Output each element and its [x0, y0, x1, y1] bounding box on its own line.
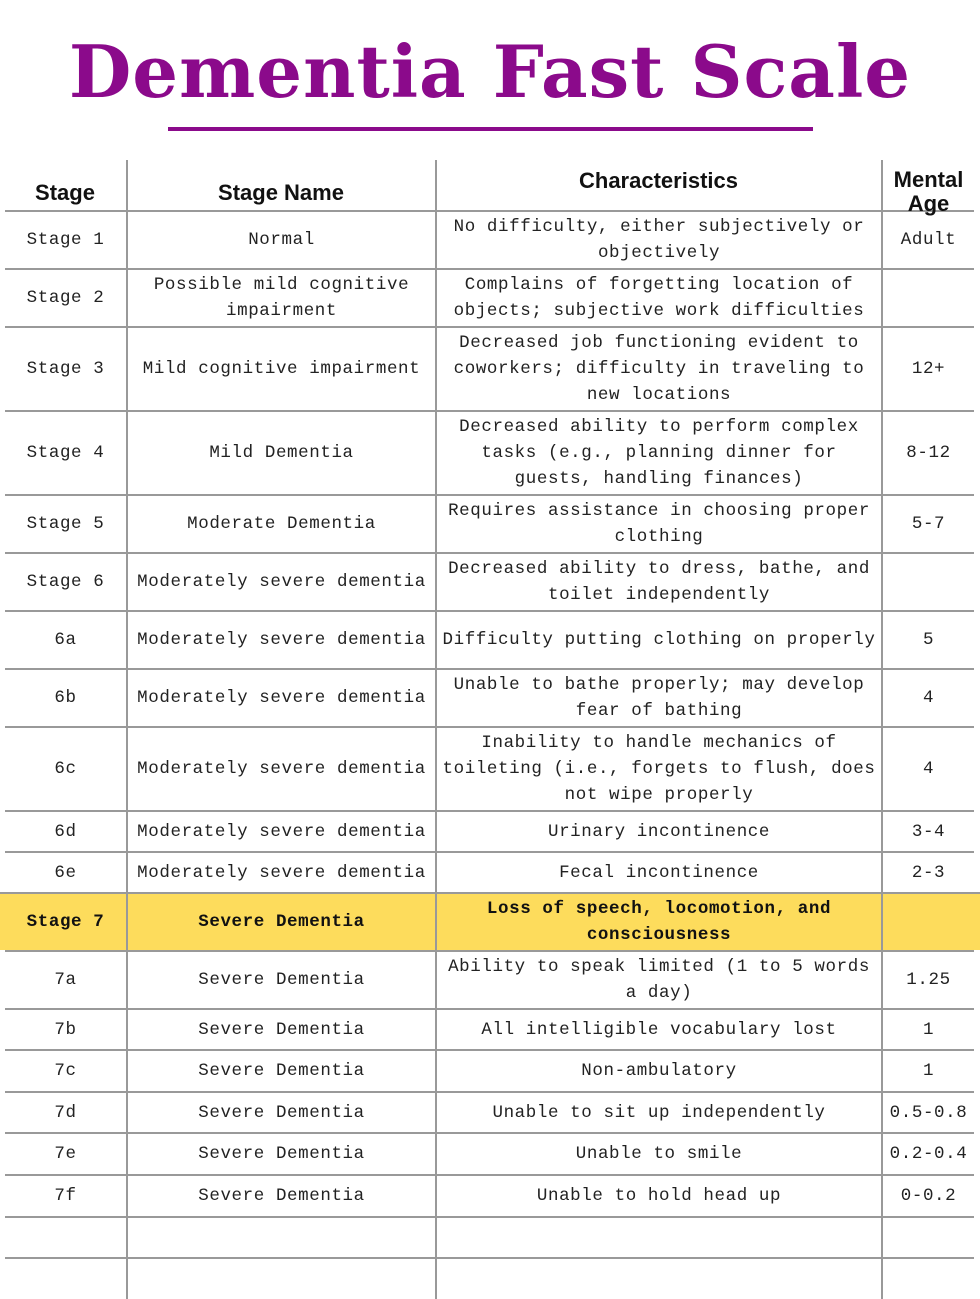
stage-name-cell: Severe Dementia	[126, 1093, 435, 1132]
characteristics-cell: Requires assistance in choosing proper clothing	[435, 496, 881, 552]
mental-age-cell: 1.25	[881, 952, 974, 1008]
table-row	[5, 494, 974, 552]
stage-cell: 6a	[54, 630, 77, 650]
stage-cell: 6e	[54, 862, 77, 883]
stage-cell: Stage 1	[26, 230, 105, 250]
table-body	[5, 210, 974, 1299]
title-underline	[168, 127, 813, 131]
table-row	[5, 1091, 974, 1132]
mental-age-cell: 4	[881, 728, 974, 810]
mental-age-cell	[881, 1218, 974, 1257]
characteristics-cell: Loss of speech, locomotion, and consciousness	[435, 894, 881, 950]
stage-cell: 7a	[54, 970, 77, 990]
stage-name-cell: Moderate Dementia	[126, 496, 435, 552]
characteristics-cell: Inability to handle mechanics of toileting (i.e., forgets to flush, does not wipe properly	[435, 728, 881, 810]
table-row	[5, 210, 974, 268]
stage-name-cell: Severe Dementia	[126, 952, 435, 1008]
table-row-highlighted	[0, 892, 980, 950]
stage-name-cell: Moderately severe dementia	[126, 670, 435, 726]
table-row	[5, 1132, 974, 1174]
table-row	[5, 610, 974, 668]
stage-name-cell	[126, 1259, 435, 1299]
mental-age-cell: 0-0.2	[881, 1176, 974, 1216]
stage-cell: Stage 2	[26, 288, 105, 308]
stage-name-cell: Severe Dementia	[126, 894, 435, 950]
stage-cell: 6b	[54, 688, 77, 708]
characteristics-cell: Difficulty putting clothing on properly	[435, 612, 881, 668]
characteristics-cell: Decreased ability to dress, bathe, and toilet independently	[435, 554, 881, 610]
header-stage-name: Stage Name	[126, 160, 434, 210]
table-row	[5, 552, 974, 610]
mental-age-cell: 8-12	[881, 412, 974, 494]
mental-age-cell: 5	[881, 612, 974, 668]
table-row	[5, 1216, 974, 1257]
stage-cell: Stage 5	[26, 514, 105, 534]
stage-cell: 7d	[54, 1102, 77, 1123]
table-row	[5, 726, 974, 810]
mental-age-cell: 0.2-0.4	[881, 1134, 974, 1174]
characteristics-cell: Complains of forgetting location of objects; subjective work difficulties	[435, 270, 881, 326]
stage-name-cell: Severe Dementia	[126, 1010, 435, 1049]
stage-cell: Stage 4	[26, 443, 105, 463]
characteristics-cell: Decreased ability to perform complex tasks (e.g., planning dinner for guests, handling finances)	[435, 412, 881, 494]
stage-cell: 6c	[54, 759, 77, 779]
stage-cell: 7b	[54, 1019, 77, 1040]
page-title: Dementia Fast Scale	[68, 29, 912, 114]
characteristics-cell: Non-ambulatory	[435, 1051, 881, 1091]
characteristics-cell: Urinary incontinence	[435, 812, 881, 851]
stage-name-cell	[126, 1218, 435, 1257]
table-row	[5, 851, 974, 892]
characteristics-cell: Unable to sit up independently	[435, 1093, 881, 1132]
mental-age-cell	[881, 554, 974, 610]
stage-cell: 6d	[54, 821, 77, 842]
characteristics-cell	[435, 1259, 881, 1299]
stage-name-cell: Severe Dementia	[126, 1134, 435, 1174]
stage-cell: Stage 6	[26, 572, 105, 592]
stage-cell: Stage 3	[26, 359, 105, 379]
fast-scale-table	[5, 160, 974, 1299]
stage-name-cell: Severe Dementia	[126, 1176, 435, 1216]
table-row	[5, 950, 974, 1008]
table-row	[5, 1049, 974, 1091]
stage-name-cell: Moderately severe dementia	[126, 853, 435, 892]
stage-name-cell: Severe Dementia	[126, 1051, 435, 1091]
characteristics-cell: Unable to bathe properly; may develop fear of bathing	[435, 670, 881, 726]
table-row	[5, 668, 974, 726]
table-row	[5, 326, 974, 410]
table-row	[5, 1174, 974, 1216]
table-row	[5, 410, 974, 494]
mental-age-cell: 5-7	[881, 496, 974, 552]
stage-name-cell: Moderately severe dementia	[126, 728, 435, 810]
mental-age-cell: 3-4	[881, 812, 974, 851]
table-row	[5, 1008, 974, 1049]
stage-name-cell: Moderately severe dementia	[126, 554, 435, 610]
mental-age-cell	[881, 894, 974, 950]
table-header	[5, 160, 974, 216]
table-row	[5, 1257, 974, 1299]
characteristics-cell: Ability to speak limited (1 to 5 words a day)	[435, 952, 881, 1008]
characteristics-cell: All intelligible vocabulary lost	[435, 1010, 881, 1049]
mental-age-cell: 4	[881, 670, 974, 726]
mental-age-cell: 12+	[881, 328, 974, 410]
mental-age-cell: Adult	[881, 212, 974, 268]
stage-name-cell: Moderately severe dementia	[126, 812, 435, 851]
characteristics-cell	[435, 1218, 881, 1257]
mental-age-cell: 2-3	[881, 853, 974, 892]
table-row	[5, 268, 974, 326]
characteristics-cell: No difficulty, either subjectively or objectively	[435, 212, 881, 268]
stage-name-cell: Normal	[126, 212, 435, 268]
mental-age-cell	[881, 1259, 974, 1299]
stage-cell	[5, 1218, 126, 1257]
stage-name-cell: Possible mild cognitive impairment	[126, 270, 435, 326]
header-mental-age: Mental Age	[881, 160, 974, 210]
characteristics-cell: Fecal incontinence	[435, 853, 881, 892]
mental-age-cell: 0.5-0.8	[881, 1093, 974, 1132]
mental-age-cell	[881, 270, 974, 326]
mental-age-cell: 1	[881, 1051, 974, 1091]
characteristics-cell: Decreased job functioning evident to coworkers; difficulty in traveling to new locations	[435, 328, 881, 410]
stage-name-cell: Mild Dementia	[126, 412, 435, 494]
stage-cell: 7f	[54, 1186, 77, 1206]
stage-name-cell: Mild cognitive impairment	[126, 328, 435, 410]
mental-age-cell: 1	[881, 1010, 974, 1049]
header-stage: Stage	[35, 180, 95, 205]
table-row	[5, 810, 974, 851]
stage-cell	[5, 1259, 126, 1299]
stage-cell: Stage 7	[26, 912, 105, 932]
characteristics-cell: Unable to hold head up	[435, 1176, 881, 1216]
stage-cell: 7c	[54, 1061, 77, 1081]
stage-name-cell: Moderately severe dementia	[126, 612, 435, 668]
characteristics-cell: Unable to smile	[435, 1134, 881, 1174]
header-characteristics: Characteristics	[435, 160, 880, 210]
stage-cell: 7e	[54, 1144, 77, 1164]
